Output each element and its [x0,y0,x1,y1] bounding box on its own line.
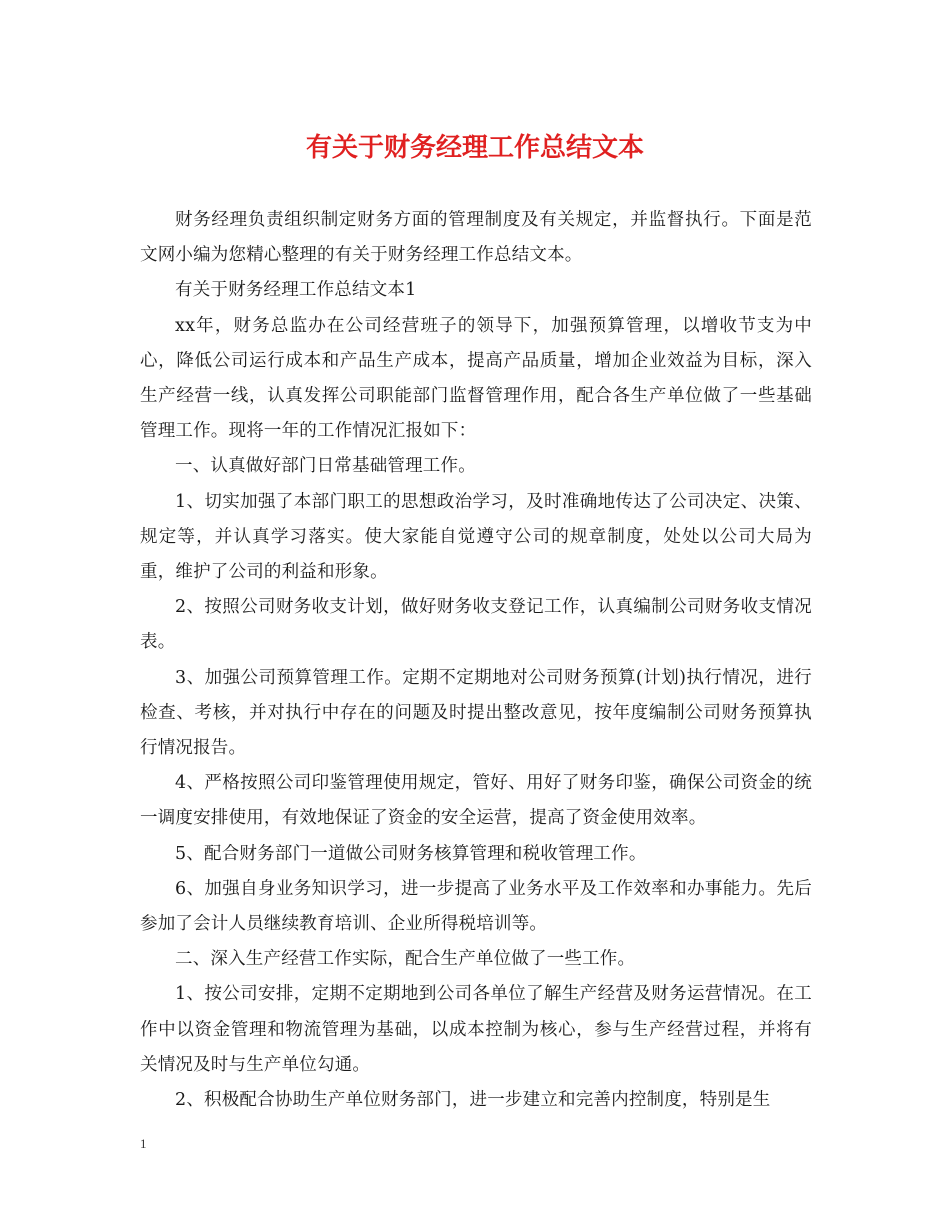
paragraph: 2、按照公司财务收支计划，做好财务收支登记工作，认真编制公司财务收支情况表。 [140,597,812,653]
paragraph: 一、认真做好部门日常基础管理工作。 [175,456,476,477]
document-title: 有关于财务经理工作总结文本 [305,133,644,163]
paragraph: 有关于财务经理工作总结文本1 [175,280,417,301]
paragraph: xx年，财务总监办在公司经营班子的领导下，加强预算管理，以增收节支为中心，降低公司运行成本和产品生产成本，提高产品质量，增加企业效益为目标，深入生产经营一线，认真发挥公司职能部门监督管理作用，配合各生产单位做了一些基础管理工作。现将一年的工作情况汇报如下： [140,315,812,442]
paragraph: 3、加强公司预算管理工作。定期不定期地对公司财务预算(计划)执行情况，进行检查、考核，并对执行中存在的问题及时提出整改意见，按年度编制公司财务预算执行情况报告。 [140,667,812,759]
document-body [140,203,812,1118]
paragraph: 5、配合财务部门一道做公司财务核算管理和税收管理工作。 [175,843,647,864]
paragraph: 二、深入生产经营工作实际，配合生产单位做了一些工作。 [175,949,636,970]
page-number: 1 [140,1136,147,1151]
paragraph: 2、积极配合协助生产单位财务部门，进一步建立和完善内控制度，特别是生 [175,1090,771,1111]
paragraph: 1、切实加强了本部门职工的思想政治学习，及时准确地传达了公司决定、决策、规定等，并认真学习落实。使大家能自觉遵守公司的规章制度，处处以公司大局为重，维护了公司的利益和形象。 [140,491,812,583]
paragraph: 财务经理负责组织制定财务方面的管理制度及有关规定，并监督执行。下面是范文网小编为您精心整理的有关于财务经理工作总结文本。 [140,210,812,266]
paragraph: 4、严格按照公司印鉴管理使用规定，管好、用好了财务印鉴，确保公司资金的统一调度安排使用，有效地保证了资金的安全运营，提高了资金使用效率。 [140,773,812,829]
paragraph: 6、加强自身业务知识学习，进一步提高了业务水平及工作效率和办事能力。先后参加了会计人员继续教育培训、企业所得税培训等。 [140,878,812,935]
paragraph: 1、按公司安排，定期不定期地到公司各单位了解生产经营及财务运营情况。在工作中以资金管理和物流管理为基础，以成本控制为核心，参与生产经营过程，并将有关情况及时与生产单位勾通。 [140,984,812,1075]
